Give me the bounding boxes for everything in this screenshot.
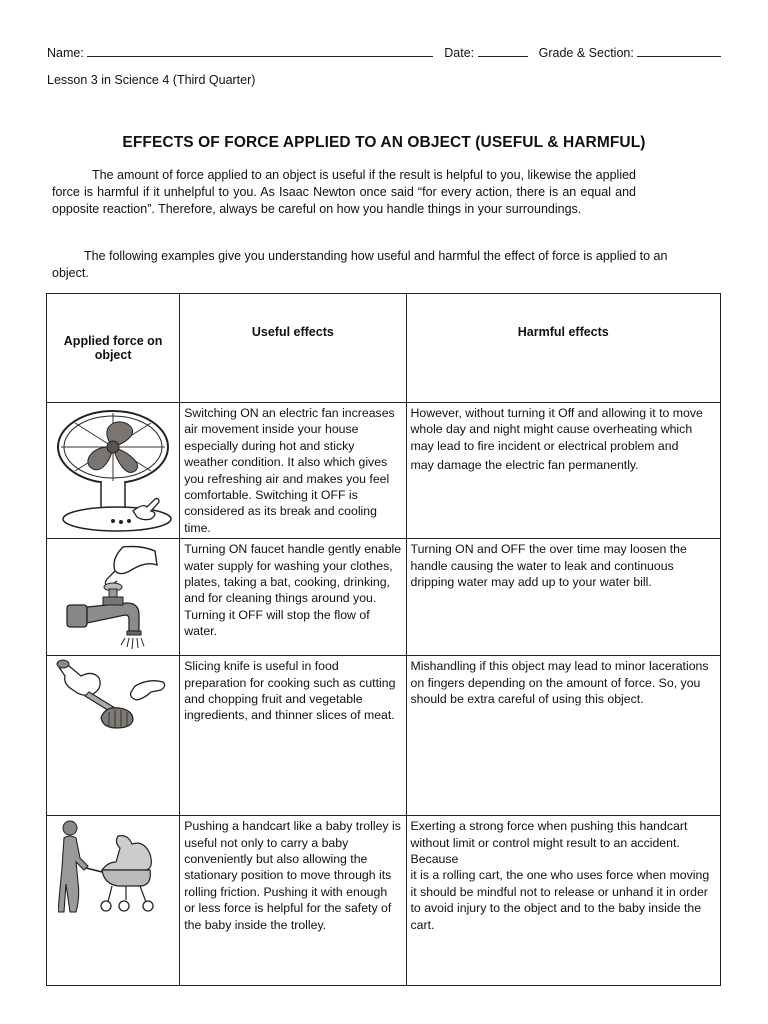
useful-effect-text: Switching ON an electric fan increases air movement inside your house especially during hot and sticky weather condition. It also which gives you refreshing air and makes you feel comfortable. Switching it OFF is considered as its break and cooling time. bbox=[184, 406, 395, 535]
harmful-effect-cell bbox=[406, 816, 720, 986]
image-cell bbox=[47, 816, 180, 986]
water-faucet-icon bbox=[53, 541, 173, 653]
harmful-effect-text-continued: may damage the electric fan permanently. bbox=[410, 458, 639, 473]
table-row bbox=[47, 816, 721, 986]
harmful-effect-text: Mishandling if this object may lead to minor lacerations on fingers depending on the amount of force. So, you should be extra careful of using this object. bbox=[410, 659, 709, 707]
harmful-effect-text: Exerting a strong force when pushing this handcart without limit or control might result to an accident. Because bbox=[410, 819, 688, 867]
effects-table bbox=[46, 293, 721, 986]
header-fields bbox=[47, 44, 717, 60]
harmful-effect-cell bbox=[406, 656, 720, 816]
page-title: EFFECTS OF FORCE APPLIED TO AN OBJECT (USEFUL & HARMFUL) bbox=[122, 134, 646, 151]
slicing-knife-icon bbox=[53, 658, 173, 730]
grade-section-blank[interactable] bbox=[637, 44, 721, 57]
image-cell bbox=[47, 403, 180, 539]
table-row bbox=[47, 656, 721, 816]
useful-effect-text: Pushing a handcart like a baby trolley is useful not only to carry a baby conveniently but also allowing the stationary position to move through its rolling friction. Pushing it with enough or less force is helpful for the safety of the baby inside the trolley. bbox=[184, 819, 401, 932]
table-row bbox=[47, 403, 721, 539]
name-blank[interactable] bbox=[87, 44, 433, 57]
intro-paragraph bbox=[52, 167, 636, 217]
date-label: Date: bbox=[444, 46, 475, 60]
harmful-effect-cell bbox=[406, 403, 720, 539]
harmful-effect-text: However, without turning it Off and allowing it to move whole day and night might cause overheating which may lead to fire incident or electrical problem and bbox=[410, 406, 703, 453]
electric-fan-icon bbox=[51, 407, 176, 535]
table-header-row bbox=[47, 294, 721, 403]
useful-effect-cell bbox=[180, 539, 406, 656]
baby-trolley-icon bbox=[58, 818, 168, 918]
useful-effect-cell bbox=[180, 816, 406, 986]
image-cell bbox=[47, 539, 180, 656]
harmful-effect-text-continued: it is a rolling cart, the one who uses force when moving it should be mindful not to release or unhand it in order to avoid injury to the object and to the baby inside the cart. bbox=[410, 868, 710, 932]
image-cell bbox=[47, 656, 180, 816]
header-harmful-effects: Harmful effects bbox=[406, 294, 720, 403]
useful-effect-text: Slicing knife is useful in food preparation for cooking such as cutting and chopping fruit and vegetable ingredients, and thinner slices of meat. bbox=[184, 659, 396, 723]
grade-section-label: Grade & Section: bbox=[538, 46, 634, 60]
useful-effect-text: Turning ON faucet handle gently enable water supply for washing your clothes, plates, taking a bat, cooking, drinking, and for cleaning things around you. Turning it OFF will stop the flow of water. bbox=[184, 542, 402, 639]
harmful-effect-text: Turning ON and OFF the over time may loosen the handle causing the water to leak and continuous dripping water may add up to your water bill. bbox=[410, 542, 687, 590]
date-blank[interactable] bbox=[478, 44, 528, 57]
header-useful-effects: Useful effects bbox=[180, 294, 406, 403]
useful-effect-cell bbox=[180, 656, 406, 816]
examples-text: The following examples give you understanding how useful and harmful the effect of force is applied to an object. bbox=[52, 249, 668, 280]
harmful-effect-cell bbox=[406, 539, 720, 656]
header-applied-force: Applied force on object bbox=[47, 294, 180, 403]
useful-effect-cell bbox=[180, 403, 406, 539]
name-label: Name: bbox=[47, 46, 84, 60]
examples-paragraph bbox=[52, 248, 677, 282]
table-row bbox=[47, 539, 721, 656]
lesson-label: Lesson 3 in Science 4 (Third Quarter) bbox=[47, 73, 256, 87]
intro-text: The amount of force applied to an object is useful if the result is helpful to you, likewise the applied force is harmful if it unhelpful to you. As Isaac Newton once said “for every action, there is an equal and opposite reaction”. Therefore, always be careful on how you handle things in your surroundings. bbox=[52, 168, 636, 216]
